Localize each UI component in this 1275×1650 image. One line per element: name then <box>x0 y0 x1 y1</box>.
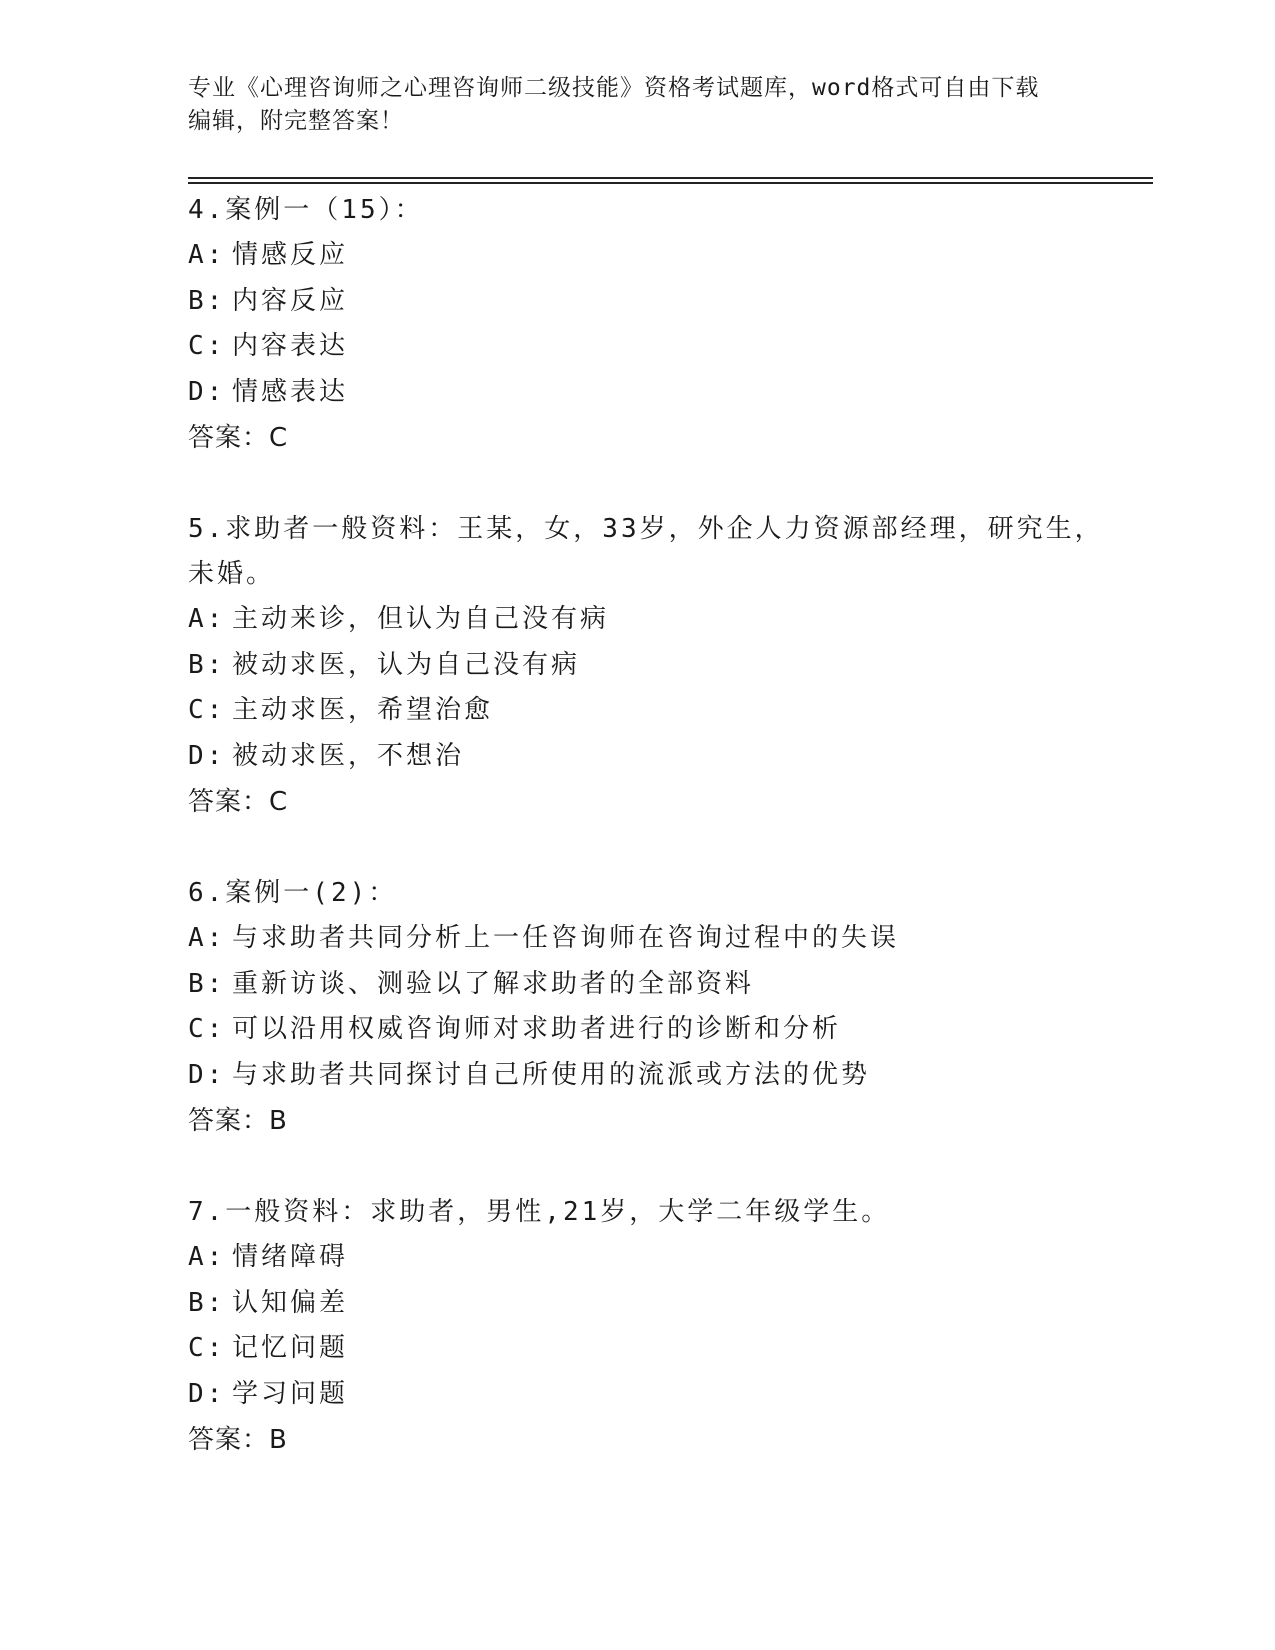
option-text: 与求助者共同分析上一任咨询师在咨询过程中的失误 <box>232 923 900 953</box>
question-stem: 4.案例一（15）： <box>188 195 424 225</box>
option-text: 学习问题 <box>232 1378 349 1409</box>
option-letter: C: <box>188 1014 226 1044</box>
option-letter: B: <box>188 968 226 999</box>
option-b <box>188 279 1108 325</box>
option-letter: A: <box>188 604 226 634</box>
header-divider-top <box>188 177 1153 179</box>
option-text: 情绪障碍 <box>232 1242 349 1272</box>
option-text: 被动求医，认为自己没有病 <box>232 649 581 680</box>
answer-line: 答案：C <box>188 423 289 453</box>
option-a <box>188 597 1108 643</box>
option-text: 内容表达 <box>232 331 349 361</box>
option-letter: B: <box>188 285 226 316</box>
header-line-2: 编辑，附完整答案！ <box>188 108 404 134</box>
option-letter: C: <box>188 695 226 725</box>
option-letter: C: <box>188 331 226 361</box>
option-b <box>188 643 1108 689</box>
option-text: 内容反应 <box>232 285 349 316</box>
option-text: 主动求医，希望治愈 <box>232 695 494 725</box>
option-letter: A: <box>188 240 226 270</box>
question-stem: 7.一般资料：求助者，男性,21岁，大学二年级学生。 <box>188 1197 891 1227</box>
option-a <box>188 233 1108 279</box>
option-text: 与求助者共同探讨自己所使用的流派或方法的优势 <box>232 1059 871 1090</box>
question-stem: 5.求助者一般资料：王某，女，33岁，外企人力资源部经理，研究生，未婚。 <box>188 514 1104 589</box>
option-text: 记忆问题 <box>232 1333 349 1363</box>
option-text: 被动求医，不想治 <box>232 740 465 771</box>
option-c <box>188 1007 1108 1053</box>
option-text: 认知偏差 <box>232 1287 349 1318</box>
option-letter: B: <box>188 1287 226 1318</box>
option-text: 可以沿用权威咨询师对求助者进行的诊断和分析 <box>232 1014 842 1044</box>
option-letter: D: <box>188 1059 226 1090</box>
answer-line: 答案：C <box>188 787 289 817</box>
option-letter: A: <box>188 923 226 953</box>
header-divider-bottom <box>188 182 1153 184</box>
question-4 <box>188 188 1108 461</box>
header-line-1: 专业《心理咨询师之心理咨询师二级技能》资格考试题库，word格式可自由下载 <box>188 75 1040 101</box>
option-b <box>188 962 1108 1008</box>
option-d <box>188 734 1108 780</box>
option-text: 重新访谈、测验以了解求助者的全部资料 <box>232 968 755 999</box>
question-stem: 6.案例一(2)： <box>188 878 398 908</box>
option-letter: B: <box>188 649 226 680</box>
option-letter: C: <box>188 1333 226 1363</box>
option-a <box>188 1235 1108 1281</box>
option-text: 情感反应 <box>232 240 349 270</box>
option-d <box>188 1053 1108 1099</box>
option-b <box>188 1281 1108 1327</box>
question-6 <box>188 871 1108 1144</box>
option-letter: D: <box>188 1378 226 1409</box>
option-d <box>188 370 1108 416</box>
answer-line: 答案：B <box>188 1425 288 1455</box>
option-d <box>188 1372 1108 1418</box>
option-c <box>188 324 1108 370</box>
option-letter: D: <box>188 740 226 771</box>
option-a <box>188 916 1108 962</box>
option-letter: A: <box>188 1242 226 1272</box>
option-c <box>188 1326 1108 1372</box>
option-letter: D: <box>188 376 226 407</box>
question-7 <box>188 1190 1108 1463</box>
answer-line: 答案：B <box>188 1106 288 1136</box>
question-5 <box>188 507 1108 825</box>
option-c <box>188 688 1108 734</box>
option-text: 情感表达 <box>232 376 349 407</box>
option-text: 主动来诊，但认为自己没有病 <box>232 604 610 634</box>
document-header <box>188 72 1088 138</box>
